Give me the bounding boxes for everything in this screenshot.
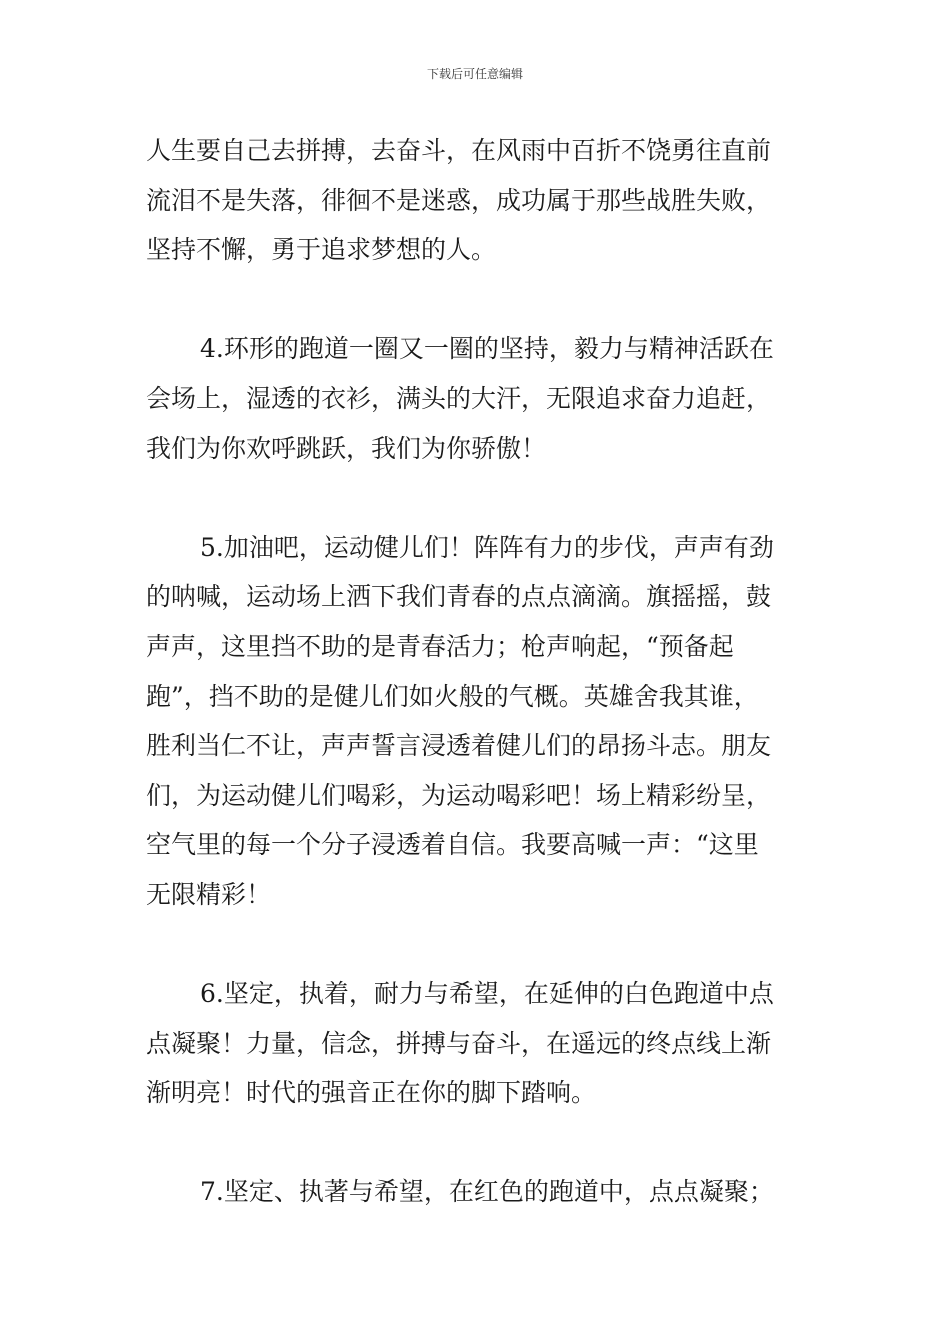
- text-line: 点凝聚！力量，信念，拼搏与奋斗，在遥远的终点线上渐: [146, 1028, 772, 1058]
- paragraph-6: [146, 969, 810, 1118]
- text-line: 胜利当仁不让，声声誓言浸透着健儿们的昂扬斗志。朋友: [146, 731, 772, 761]
- paragraph-5: [146, 523, 810, 920]
- document-body: [146, 126, 810, 1217]
- text-line: 7.坚定、执著与希望，在红色的跑道中，点点凝聚；: [200, 1177, 774, 1207]
- text-line: 流泪不是失落，徘徊不是迷惑，成功属于那些战胜失败，: [146, 185, 772, 215]
- text-line: 5.加油吧，运动健儿们！阵阵有力的步伐，声声有劲: [200, 532, 774, 562]
- text-line: 会场上，湿透的衣衫，满头的大汗，无限追求奋力追赶，: [146, 383, 772, 413]
- text-line: 6.坚定，执着，耐力与希望，在延伸的白色跑道中点: [200, 979, 774, 1009]
- text-line: 的呐喊，运动场上洒下我们青春的点点滴滴。旗摇摇，鼓: [146, 582, 772, 612]
- text-line: 坚持不懈，勇于追求梦想的人。: [146, 235, 497, 265]
- paragraph-gap: [146, 473, 810, 523]
- text-line: 声声，这里挡不助的是青春活力；枪声响起，“预备起: [146, 631, 734, 661]
- text-line: 无限精彩！: [146, 879, 272, 909]
- text-line: 跑”，挡不助的是健儿们如火般的气概。英雄舍我其谁，: [146, 681, 759, 711]
- text-line: 渐明亮！时代的强音正在你的脚下踏响。: [146, 1078, 597, 1108]
- paragraph-1: [146, 126, 810, 275]
- paragraph-gap: [146, 275, 810, 325]
- text-line: 4.环形的跑道一圈又一圈的坚持，毅力与精神活跃在: [200, 334, 774, 364]
- paragraph-gap: [146, 920, 810, 970]
- paragraph-7: [146, 1167, 810, 1217]
- page-header: 下载后可任意编辑: [426, 67, 523, 81]
- paragraph-gap: [146, 1118, 810, 1168]
- text-line: 人生要自己去拼搏，去奋斗，在风雨中百折不饶勇往直前: [146, 136, 772, 165]
- text-line: 我们为你欢呼跳跃，我们为你骄傲！: [146, 433, 547, 463]
- text-line: 们，为运动健儿们喝彩，为运动喝彩吧！场上精彩纷呈，: [146, 780, 772, 810]
- paragraph-4: [146, 324, 810, 473]
- text-line: 空气里的每一个分子浸透着自信。我要高喊一声：“这里: [146, 830, 759, 860]
